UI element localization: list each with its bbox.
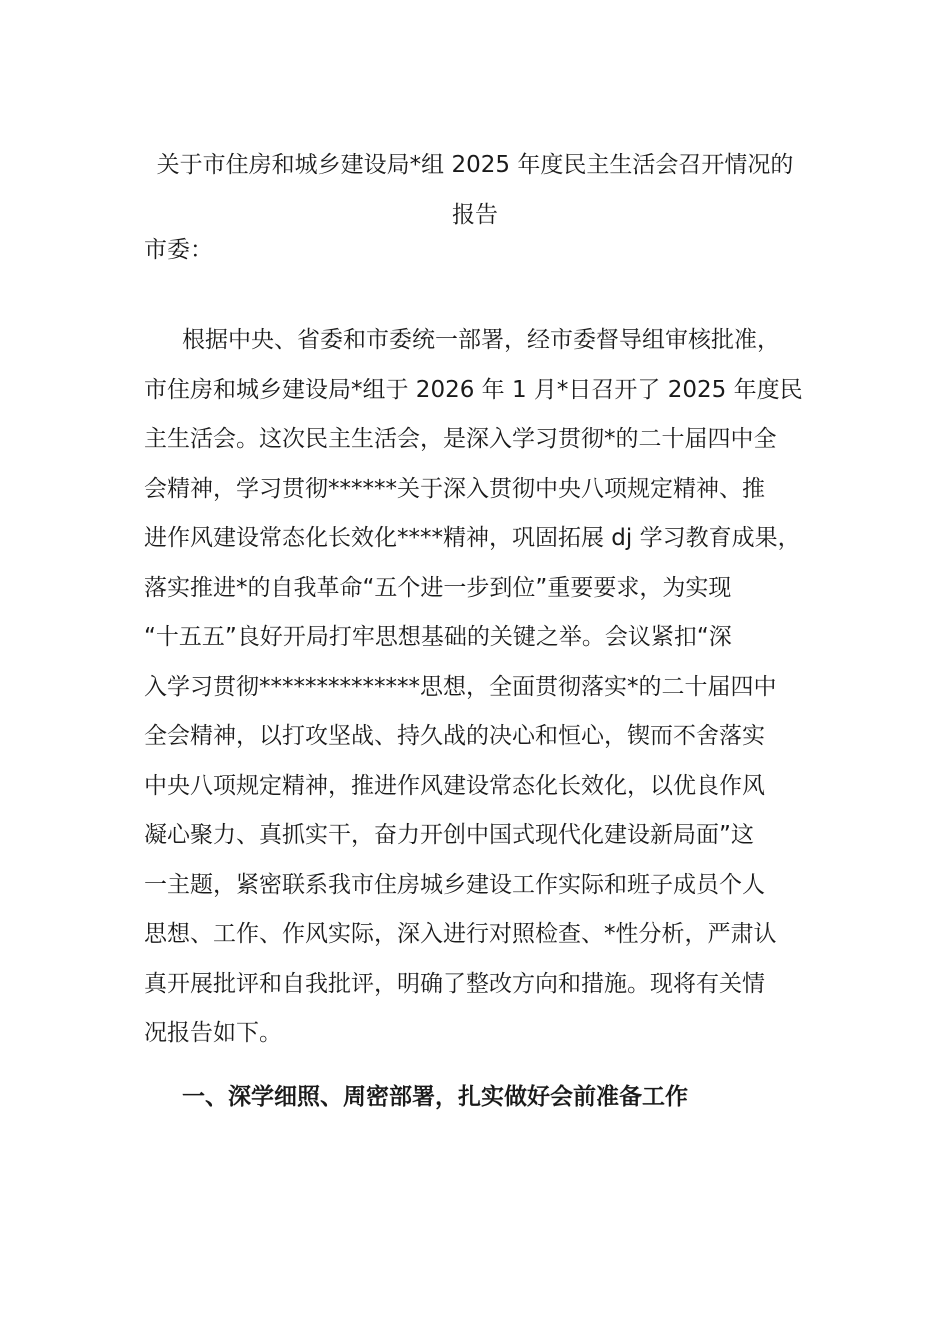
body-paragraph bbox=[144, 324, 816, 1067]
paragraph-line: 一主题，紧密联系我市住房城乡建设工作实际和班子成员个人 bbox=[144, 871, 765, 898]
paragraph-line: 凝心聚力、真抓实干，奋力开创中国式现代化建设新局面”这 bbox=[144, 822, 754, 848]
paragraph-line: 落实推进*的自我革命“五个进一步到位”重要要求，为实现 bbox=[144, 574, 732, 601]
paragraph-line: 会精神，学习贯彻******关于深入贯彻中央八项规定精神、推 bbox=[144, 475, 765, 502]
document-title-line-2: 报告 bbox=[452, 202, 498, 228]
document-title-line-1: 关于市住房和城乡建设局*组 2025 年度民主生活会召开情况的 bbox=[156, 152, 794, 178]
paragraph-line: “十五五”良好开局打牢思想基础的关键之举。会议紧扣“深 bbox=[144, 624, 732, 650]
paragraph-line: 市住房和城乡建设局*组于 2026 年 1 月*日召开了 2025 年度民 bbox=[144, 376, 803, 403]
paragraph-line: 根据中央、省委和市委统一部署，经市委督导组审核批准， bbox=[182, 327, 780, 353]
paragraph-line: 主生活会。这次民主生活会，是深入学习贯彻*的二十届四中全 bbox=[144, 426, 777, 452]
paragraph-line: 真开展批评和自我批评，明确了整改方向和措施。现将有关情 bbox=[144, 970, 765, 997]
section-heading: 一、深学细照、周密部署，扎实做好会前准备工作 bbox=[182, 1084, 688, 1110]
salutation: 市委： bbox=[144, 237, 213, 263]
paragraph-line: 入学习贯彻**************思想，全面贯彻落实*的二十届四中 bbox=[144, 673, 777, 700]
paragraph-line: 全会精神，以打攻坚战、持久战的决心和恒心，锲而不舍落实 bbox=[144, 723, 765, 749]
paragraph-line: 中央八项规定精神，推进作风建设常态化长效化，以优良作风 bbox=[144, 772, 765, 799]
paragraph-line: 进作风建设常态化长效化****精神，巩固拓展 dj 学习教育成果， bbox=[144, 525, 801, 551]
paragraph-line: 况报告如下。 bbox=[144, 1020, 282, 1046]
paragraph-line: 思想、工作、作风实际，深入进行对照检查、*性分析，严肃认 bbox=[144, 921, 777, 947]
